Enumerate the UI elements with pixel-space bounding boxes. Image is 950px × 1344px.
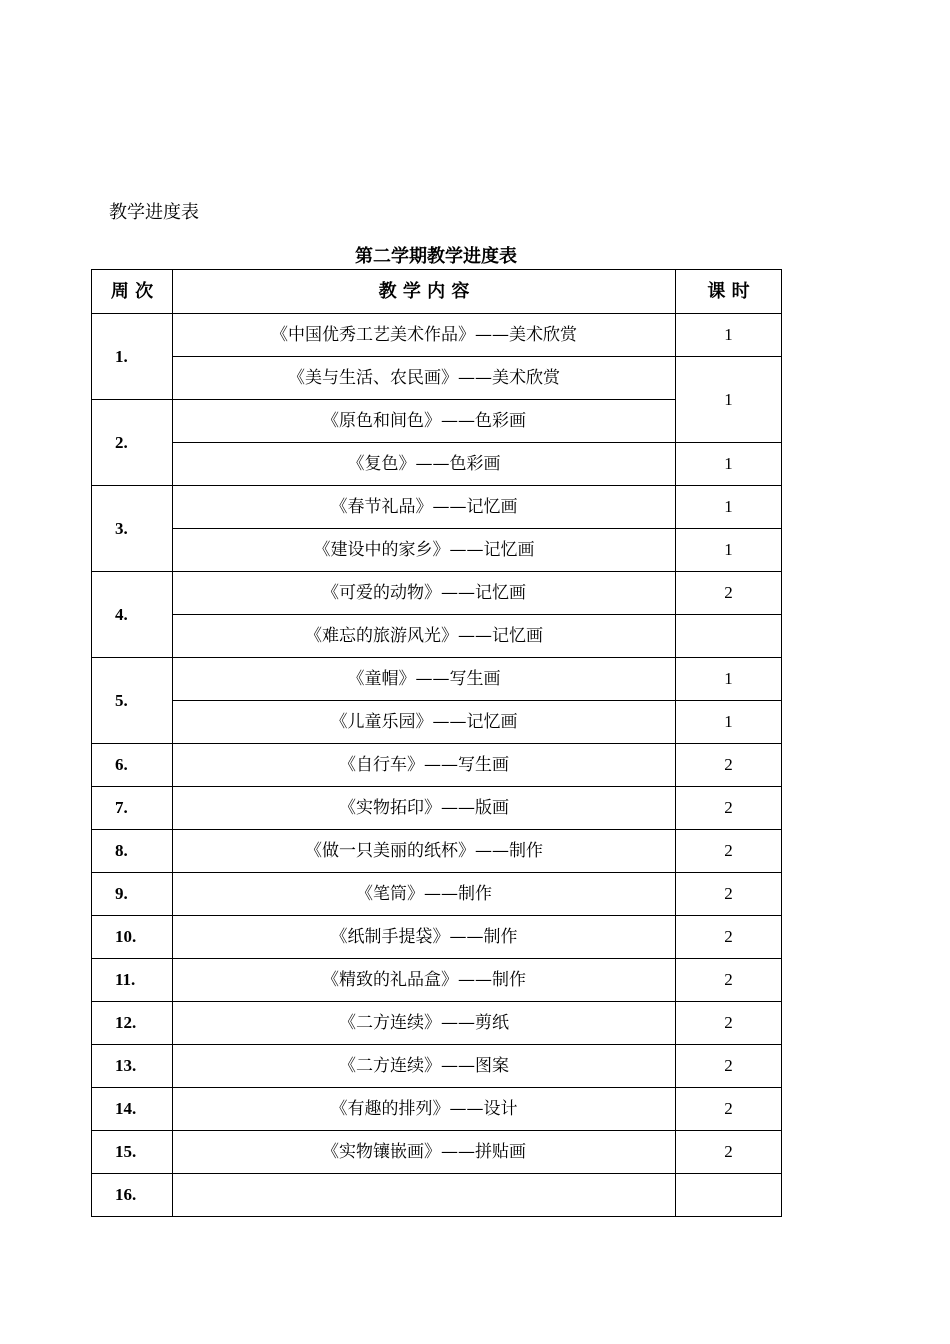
content-cell: 《实物镶嵌画》——拼贴画	[173, 1131, 676, 1174]
week-number: 4.	[115, 604, 128, 624]
week-number: 7.	[115, 798, 128, 817]
document-label: 教学进度表	[109, 202, 199, 223]
content-cell: 《中国优秀工艺美术作品》——美术欣赏	[173, 314, 676, 357]
week-cell	[92, 873, 173, 916]
table-row	[92, 1002, 782, 1045]
content-cell: 《可爱的动物》——记忆画	[173, 572, 676, 615]
hours-cell: 2	[676, 1002, 782, 1045]
table-row	[92, 443, 782, 486]
week-cell	[92, 916, 173, 959]
week-cell	[92, 1002, 173, 1045]
week-cell	[92, 1088, 173, 1131]
table-row	[92, 314, 782, 357]
week-number: 14.	[115, 1099, 137, 1118]
hours-cell: 2	[676, 959, 782, 1002]
week-cell	[92, 572, 173, 658]
content-cell: 《纸制手提袋》——制作	[173, 916, 676, 959]
table-row	[92, 1088, 782, 1131]
hours-cell: 2	[676, 1045, 782, 1088]
week-cell	[92, 1131, 173, 1174]
content-cell: 《建设中的家乡》——记忆画	[173, 529, 676, 572]
hours-cell: 2	[676, 744, 782, 787]
week-number: 13.	[115, 1056, 137, 1075]
week-number: 10.	[115, 927, 137, 946]
week-number: 2.	[115, 432, 128, 452]
week-number: 11.	[115, 970, 136, 989]
week-cell	[92, 830, 173, 873]
week-cell	[92, 314, 173, 400]
week-cell	[92, 787, 173, 830]
content-cell: 《二方连续》——剪纸	[173, 1002, 676, 1045]
week-cell	[92, 486, 173, 572]
content-cell: 《春节礼品》——记忆画	[173, 486, 676, 529]
week-cell	[92, 959, 173, 1002]
table-title: 第二学期教学进度表	[355, 246, 517, 267]
content-cell: 《自行车》——写生画	[173, 744, 676, 787]
hours-cell: 2	[676, 787, 782, 830]
table-row	[92, 486, 782, 529]
week-number: 1.	[115, 346, 128, 366]
hours-cell: 2	[676, 1088, 782, 1131]
week-cell	[92, 658, 173, 744]
hours-cell: 2	[676, 830, 782, 873]
hours-cell	[676, 1174, 782, 1217]
content-cell: 《原色和间色》——色彩画	[173, 400, 676, 443]
hours-cell: 2	[676, 1131, 782, 1174]
hours-cell: 1	[676, 314, 782, 357]
content-cell	[173, 1174, 676, 1217]
week-number: 5.	[115, 690, 128, 710]
week-number: 9.	[115, 884, 128, 903]
content-cell: 《复色》——色彩画	[173, 443, 676, 486]
table-row	[92, 1174, 782, 1217]
table-row	[92, 830, 782, 873]
table-row	[92, 916, 782, 959]
table-row	[92, 1045, 782, 1088]
header-content: 教 学 内 容	[173, 270, 676, 314]
hours-cell: 1	[676, 486, 782, 529]
hours-cell: 2	[676, 916, 782, 959]
table-row	[92, 701, 782, 744]
table-row	[92, 787, 782, 830]
week-number: 8.	[115, 841, 128, 860]
week-cell	[92, 744, 173, 787]
week-cell	[92, 1045, 173, 1088]
table-row	[92, 959, 782, 1002]
content-cell: 《笔筒》——制作	[173, 873, 676, 916]
week-number: 12.	[115, 1013, 137, 1032]
hours-cell: 2	[676, 873, 782, 916]
week-number: 3.	[115, 518, 128, 538]
table-row	[92, 357, 782, 400]
content-cell: 《精致的礼品盒》——制作	[173, 959, 676, 1002]
content-cell: 《难忘的旅游风光》——记忆画	[173, 615, 676, 658]
schedule-table	[91, 269, 782, 1217]
content-cell: 《美与生活、农民画》——美术欣赏	[173, 357, 676, 400]
week-number: 15.	[115, 1142, 137, 1161]
week-number: 16.	[115, 1185, 137, 1204]
week-cell	[92, 400, 173, 486]
hours-cell: 1	[676, 357, 782, 443]
table-header-row	[92, 270, 782, 314]
content-cell: 《二方连续》——图案	[173, 1045, 676, 1088]
hours-cell: 1	[676, 658, 782, 701]
hours-cell	[676, 615, 782, 658]
week-number: 6.	[115, 755, 128, 774]
table-row	[92, 658, 782, 701]
hours-cell: 1	[676, 529, 782, 572]
table-row	[92, 873, 782, 916]
table-row	[92, 529, 782, 572]
header-hours: 课 时	[676, 270, 782, 314]
content-cell: 《做一只美丽的纸杯》——制作	[173, 830, 676, 873]
content-cell: 《实物拓印》——版画	[173, 787, 676, 830]
table-row	[92, 572, 782, 615]
table-row	[92, 615, 782, 658]
content-cell: 《童帽》——写生画	[173, 658, 676, 701]
hours-cell: 1	[676, 443, 782, 486]
content-cell: 《儿童乐园》——记忆画	[173, 701, 676, 744]
hours-cell: 2	[676, 572, 782, 615]
hours-cell: 1	[676, 701, 782, 744]
header-week: 周 次	[92, 270, 173, 314]
content-cell: 《有趣的排列》——设计	[173, 1088, 676, 1131]
week-cell	[92, 1174, 173, 1217]
table-row	[92, 744, 782, 787]
table-row	[92, 1131, 782, 1174]
